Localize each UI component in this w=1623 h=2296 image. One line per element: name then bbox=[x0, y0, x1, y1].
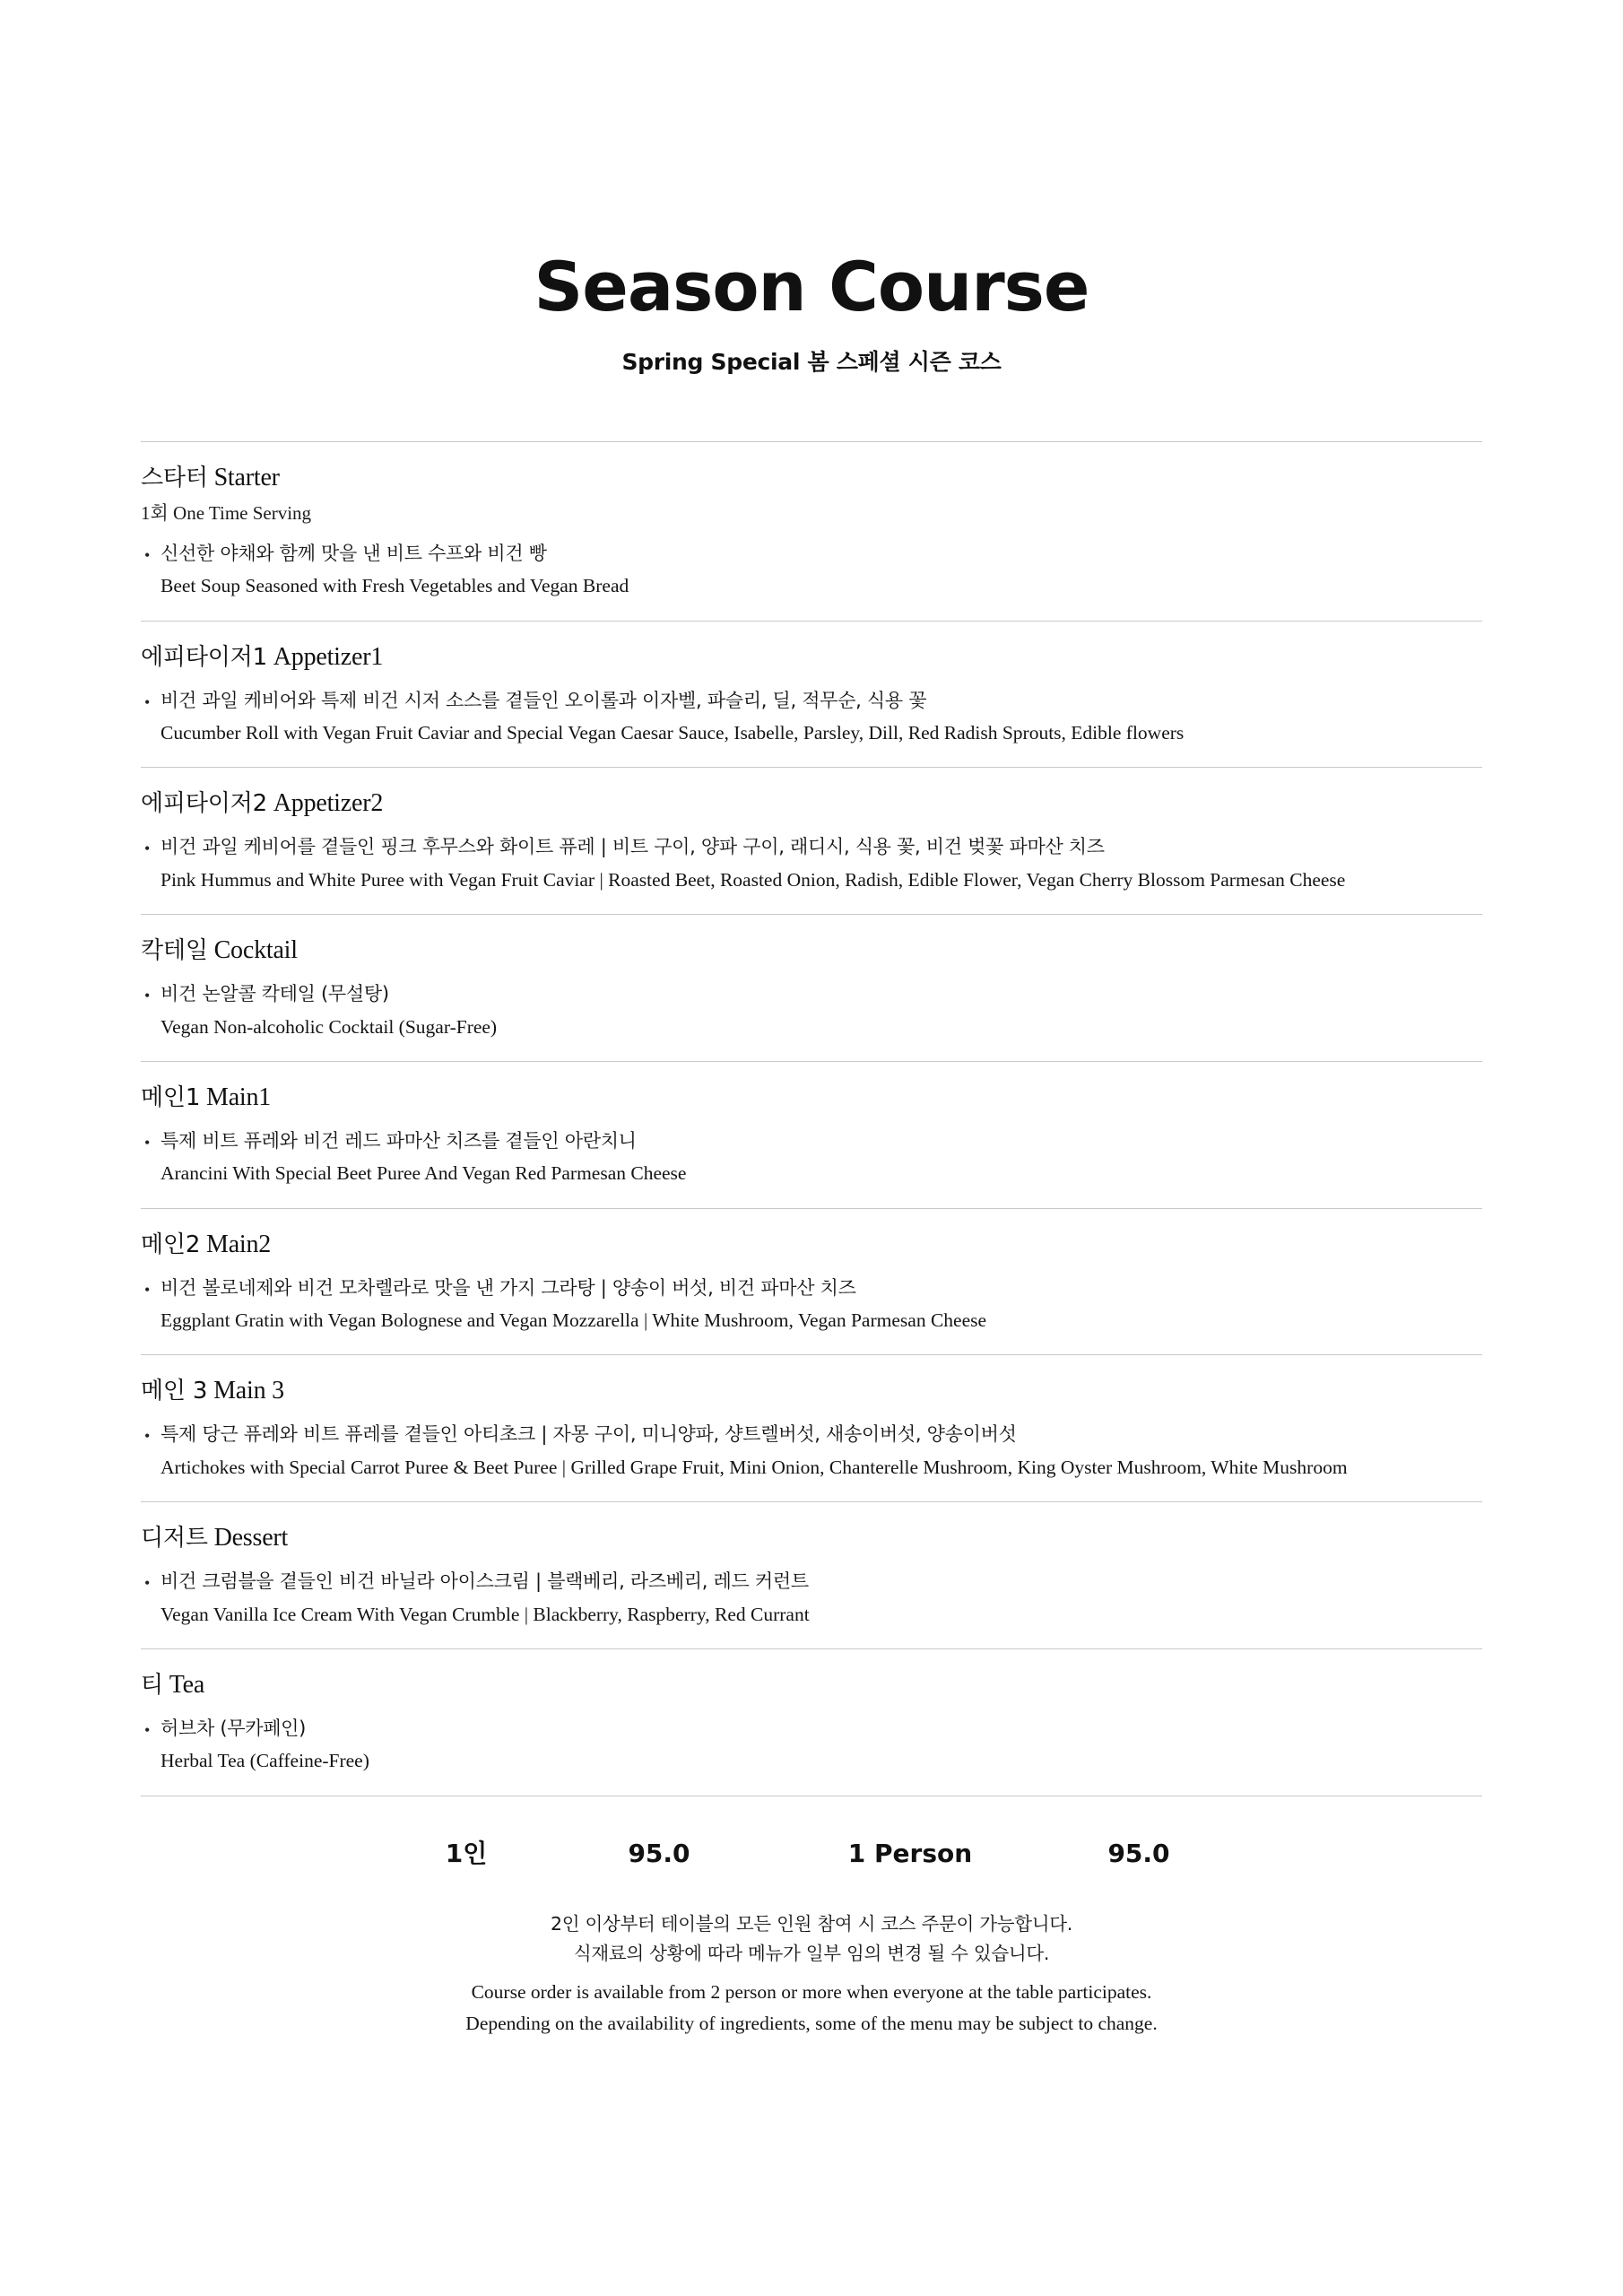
menu-item-en: Vegan Vanilla Ice Cream With Vegan Crumble | Blackberry, Raspberry, Red Currant bbox=[161, 1603, 810, 1625]
menu-section-starter bbox=[141, 441, 1482, 621]
menu-item bbox=[141, 1274, 1482, 1335]
menu-section-appetizer2 bbox=[141, 767, 1482, 914]
menu-item bbox=[141, 1568, 1482, 1629]
section-heading bbox=[141, 1229, 1482, 1260]
menu-item-ko: 비건 크럼블을 곁들인 비건 바닐라 아이스크림 | 블랙베리, 라즈베리, 레드 커런트 bbox=[161, 1570, 809, 1593]
menu-item-en: Eggplant Gratin with Vegan Bolognese and Vegan Mozzarella | White Mushroom, Vegan Parmesan Cheese bbox=[161, 1309, 987, 1332]
price-label-en: 1 Person bbox=[847, 1838, 973, 1868]
menu-item-ko: 비건 과일 케비어와 특제 비건 시저 소스를 곁들인 오이롤과 이자벨, 파슬리, 딜, 적무순, 식용 꽃 bbox=[161, 689, 927, 711]
menu-item bbox=[141, 833, 1482, 894]
menu-sections bbox=[141, 441, 1482, 1796]
title-block bbox=[141, 0, 1482, 377]
section-heading-ko: 메인 3 bbox=[141, 1378, 208, 1405]
price-label-ko: 1인 bbox=[445, 1838, 488, 1868]
menu-item-body bbox=[161, 1274, 1482, 1335]
menu-section-dessert bbox=[141, 1501, 1482, 1648]
menu-item-ko: 비건 과일 케비어를 곁들인 핑크 후무스와 화이트 퓨레 | 비트 구이, 양파 구이, 래디시, 식용 꽃, 비건 벚꽃 파마산 치즈 bbox=[161, 836, 1105, 858]
section-heading bbox=[141, 641, 1482, 673]
menu-section-cocktail bbox=[141, 914, 1482, 1061]
section-heading-ko: 메인2 bbox=[141, 1231, 201, 1258]
menu-item-body bbox=[161, 1568, 1482, 1629]
menu-item-body bbox=[161, 980, 1482, 1041]
bullet-icon: • bbox=[144, 1720, 151, 1739]
section-heading-en: Starter bbox=[213, 463, 280, 491]
menu-item bbox=[141, 980, 1482, 1041]
section-heading-ko: 칵테일 bbox=[141, 937, 208, 965]
menu-item bbox=[141, 687, 1482, 748]
menu-item-ko: 허브차 (무카페인) bbox=[161, 1717, 307, 1739]
price-row bbox=[141, 1834, 1482, 1870]
menu-item-en: Beet Soup Seasoned with Fresh Vegetables and Vegan Bread bbox=[161, 575, 629, 597]
menu-item-body bbox=[161, 687, 1482, 748]
menu-item-ko: 비건 논알콜 칵테일 (무설탕) bbox=[161, 983, 389, 1005]
menu-item-en: Arancini With Special Beet Puree And Vegan Red Parmesan Cheese bbox=[161, 1162, 687, 1185]
section-heading bbox=[141, 787, 1482, 819]
menu-item bbox=[141, 540, 1482, 601]
footer-note-en-1: Course order is available from 2 person or more when everyone at the table participates. bbox=[471, 1981, 1152, 2004]
bullet-icon: • bbox=[144, 692, 151, 711]
section-heading-ko: 스타터 bbox=[141, 464, 208, 491]
menu-item-body bbox=[161, 540, 1482, 601]
footer-note-ko-2: 식재료의 상황에 따라 메뉴가 일부 임의 변경 될 수 있습니다. bbox=[573, 1943, 1050, 1965]
menu-item-body bbox=[161, 1715, 1482, 1776]
footer-notes bbox=[141, 1909, 1482, 2039]
bullet-icon: • bbox=[144, 1280, 151, 1299]
footer-note-ko-1: 2인 이상부터 테이블의 모든 인원 참여 시 코스 주문이 가능합니다. bbox=[551, 1912, 1072, 1935]
menu-item-body bbox=[161, 833, 1482, 894]
section-heading-en: Tea bbox=[169, 1670, 205, 1699]
section-heading-en: Appetizer2 bbox=[273, 789, 384, 818]
bullet-icon: • bbox=[144, 1427, 151, 1446]
section-heading-en: Cocktail bbox=[213, 936, 298, 965]
menu-item-ko: 비건 볼로네제와 비건 모차렐라로 맛을 낸 가지 그라탕 | 양송이 버섯, 비건 파마산 치즈 bbox=[161, 1276, 856, 1299]
menu-item-body bbox=[161, 1127, 1482, 1188]
bullet-icon: • bbox=[144, 1574, 151, 1593]
menu-item-en: Vegan Non-alcoholic Cocktail (Sugar-Free) bbox=[161, 1015, 498, 1038]
menu-item-en: Pink Hummus and White Puree with Vegan Fruit Caviar | Roasted Beet, Roasted Onion, Radish, Edible Flower, Vegan Cherry Blossom Parmesan Cheese bbox=[161, 868, 1346, 891]
menu-section-appetizer1 bbox=[141, 621, 1482, 768]
bullet-icon: • bbox=[144, 545, 151, 564]
bullet-icon: • bbox=[144, 1133, 151, 1152]
section-heading-ko: 에피타이저1 bbox=[141, 643, 267, 671]
price-value-en: 95.0 bbox=[1107, 1838, 1170, 1868]
menu-section-tea bbox=[141, 1648, 1482, 1796]
section-heading-en: Main2 bbox=[206, 1230, 272, 1258]
menu-item-en: Cucumber Roll with Vegan Fruit Caviar and Special Vegan Caesar Sauce, Isabelle, Parsley, Dill, Red Radish Sprouts, Edible flowers bbox=[161, 722, 1185, 744]
menu-item bbox=[141, 1421, 1482, 1482]
menu-section-main1 bbox=[141, 1061, 1482, 1208]
bullet-icon: • bbox=[144, 987, 151, 1005]
menu-item-ko: 특제 당근 퓨레와 비트 퓨레를 곁들인 아티초크 | 자몽 구이, 미니양파, 샹트렐버섯, 새송이버섯, 양송이버섯 bbox=[161, 1423, 1017, 1446]
menu-item-en: Artichokes with Special Carrot Puree & Beet Puree | Grilled Grape Fruit, Mini Onion, Chanterelle Mushroom, King Oyster Mushroom, White Mushroom bbox=[161, 1456, 1348, 1478]
page-subtitle: Spring Special 봄 스페셜 시즌 코스 bbox=[621, 348, 1002, 375]
section-heading bbox=[141, 935, 1482, 966]
section-note: 1회 One Time Serving bbox=[141, 501, 312, 524]
menu-section-main2 bbox=[141, 1208, 1482, 1355]
section-heading bbox=[141, 1522, 1482, 1553]
section-heading-ko: 메인1 bbox=[141, 1083, 201, 1111]
section-heading-en: Main1 bbox=[206, 1083, 272, 1111]
section-heading bbox=[141, 1082, 1482, 1113]
menu-section-main3 bbox=[141, 1354, 1482, 1501]
menu-item bbox=[141, 1715, 1482, 1776]
section-heading-en: Appetizer1 bbox=[273, 642, 384, 671]
section-heading bbox=[141, 462, 1482, 493]
section-heading-en: Dessert bbox=[213, 1524, 289, 1552]
section-heading-ko: 디저트 bbox=[141, 1525, 208, 1552]
section-heading-ko: 에피타이저2 bbox=[141, 790, 267, 818]
section-heading-en: Main 3 bbox=[213, 1377, 284, 1405]
page-title: Season Course bbox=[534, 247, 1089, 326]
menu-item-body bbox=[161, 1421, 1482, 1482]
section-heading bbox=[141, 1375, 1482, 1406]
menu-item bbox=[141, 1127, 1482, 1188]
menu-item-ko: 특제 비트 퓨레와 비건 레드 파마산 치즈를 곁들인 아란치니 bbox=[161, 1129, 637, 1152]
section-heading-ko: 티 bbox=[141, 1671, 163, 1699]
menu-item-en: Herbal Tea (Caffeine-Free) bbox=[161, 1750, 369, 1772]
section-heading bbox=[141, 1669, 1482, 1700]
price-value-ko: 95.0 bbox=[628, 1838, 690, 1868]
menu-item-ko: 신선한 야채와 함께 맛을 낸 비트 수프와 비건 빵 bbox=[161, 542, 547, 564]
bullet-icon: • bbox=[144, 839, 151, 858]
footer-note-en-2: Depending on the availability of ingredients, some of the menu may be subject to change. bbox=[465, 2012, 1158, 2034]
